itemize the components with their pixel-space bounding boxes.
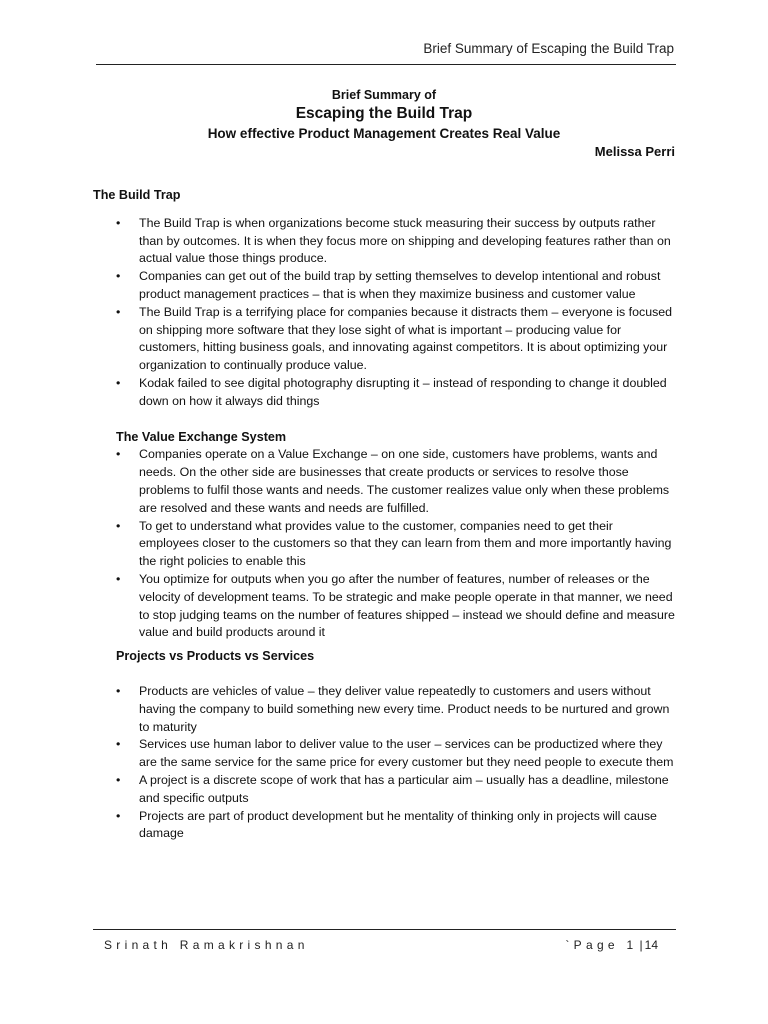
list-item-text: You optimize for outputs when you go after the number of features, number of releases or the velocity of development teams. To be strategic and make people operate in that manner, we need to stop judging teams on the number of features shipped – instead we should define and measure value and build products around it xyxy=(139,571,675,640)
list-item xyxy=(93,446,676,517)
list-item-text: Companies can get out of the build trap by setting themselves to develop intentional and robust product management practices – that is when they maximize business and customer value xyxy=(139,269,661,301)
list-item-text: A project is a discrete scope of work that has a particular aim – usually has a deadline, milestone and specific outputs xyxy=(139,772,669,805)
list-item-text: Projects are part of product development but he mentality of thinking only in projects will cause damage xyxy=(139,808,657,841)
footer-author: Srinath Ramakrishnan xyxy=(104,938,309,952)
bullet-icon: • xyxy=(116,737,121,752)
list-item-text: Products are vehicles of value – they deliver value repeatedly to customers and users without having the company to build something new every time. Product needs to be nurtured and grown to maturity xyxy=(139,683,670,734)
bullet-list-projects-products-services xyxy=(93,683,676,843)
list-item xyxy=(93,304,676,375)
list-item xyxy=(93,736,676,772)
bullet-icon: • xyxy=(116,269,121,284)
list-item-text: To get to understand what provides value to the customer, companies need to get their employees closer to the customers so that they can learn from them and more importantly having the right policies to enable this xyxy=(139,518,672,569)
section-heading-build-trap: The Build Trap xyxy=(93,188,181,202)
list-item-text: Kodak failed to see digital photography disrupting it – instead of responding to change it doubled down on how it always did things xyxy=(139,375,667,408)
bullet-icon: • xyxy=(116,375,121,390)
list-item xyxy=(93,518,676,571)
bullet-icon: • xyxy=(116,215,121,230)
list-item xyxy=(93,375,676,411)
page-number xyxy=(565,938,658,952)
list-item xyxy=(93,268,676,304)
title-prefix: Brief Summary of xyxy=(331,88,437,102)
bullet-icon: • xyxy=(116,447,121,462)
page-label: `Page 1 xyxy=(565,938,638,952)
bullet-icon: • xyxy=(116,772,121,787)
section-heading-projects-products-services: Projects vs Products vs Services xyxy=(116,649,315,664)
section-spacer xyxy=(93,666,676,683)
bullet-icon: • xyxy=(116,571,121,586)
document-title: Escaping the Build Trap xyxy=(295,105,473,122)
title-block xyxy=(93,87,675,143)
running-header: Brief Summary of Escaping the Build Trap xyxy=(423,41,674,56)
bullet-icon: • xyxy=(116,304,121,319)
list-item xyxy=(93,808,676,844)
list-item xyxy=(93,772,676,808)
list-item xyxy=(93,683,676,736)
bullet-list-build-trap xyxy=(93,215,676,411)
section-heading-value-exchange: The Value Exchange System xyxy=(116,429,287,444)
list-item xyxy=(93,571,676,642)
bullet-icon: • xyxy=(116,518,121,533)
bullet-list-value-exchange xyxy=(93,446,676,642)
section-spacer xyxy=(93,411,676,429)
document-body xyxy=(93,187,676,843)
document-subtitle: How effective Product Management Creates Real Value xyxy=(207,126,561,141)
author-name: Melissa Perri xyxy=(594,144,675,159)
list-item xyxy=(93,215,676,268)
list-item-text: The Build Trap is a terrifying place for companies because it distracts them – everyone is focused on shipping more software that they lose sight of what is important – producing value for customers, hitting business goals, and innovating against competitors. It is about optimizing your organization to continually produce value. xyxy=(139,304,673,373)
list-item-text: The Build Trap is when organizations become stuck measuring their success by outputs rather than by outcomes. It is when they focus more on shipping and developing features rather than on actual value those things produce. xyxy=(139,215,671,266)
list-item-text: Services use human labor to deliver value to the user – services can be productized where they are the same service for the same price for every customer but they need people to execute them xyxy=(139,737,674,770)
page-separator: | xyxy=(639,938,643,952)
list-item-text: Companies operate on a Value Exchange – on one side, customers have problems, wants and needs. On the other side are businesses that create products or services to resolve those problems to fulfil those wants and needs. The customer realizes value only when these problems are resolved and these wants and needs are fulfilled. xyxy=(139,447,670,515)
bullet-icon: • xyxy=(116,808,121,823)
bullet-icon: • xyxy=(116,683,121,698)
header-divider xyxy=(96,64,676,65)
footer-divider xyxy=(93,929,676,930)
page-total: 14 xyxy=(644,938,658,952)
